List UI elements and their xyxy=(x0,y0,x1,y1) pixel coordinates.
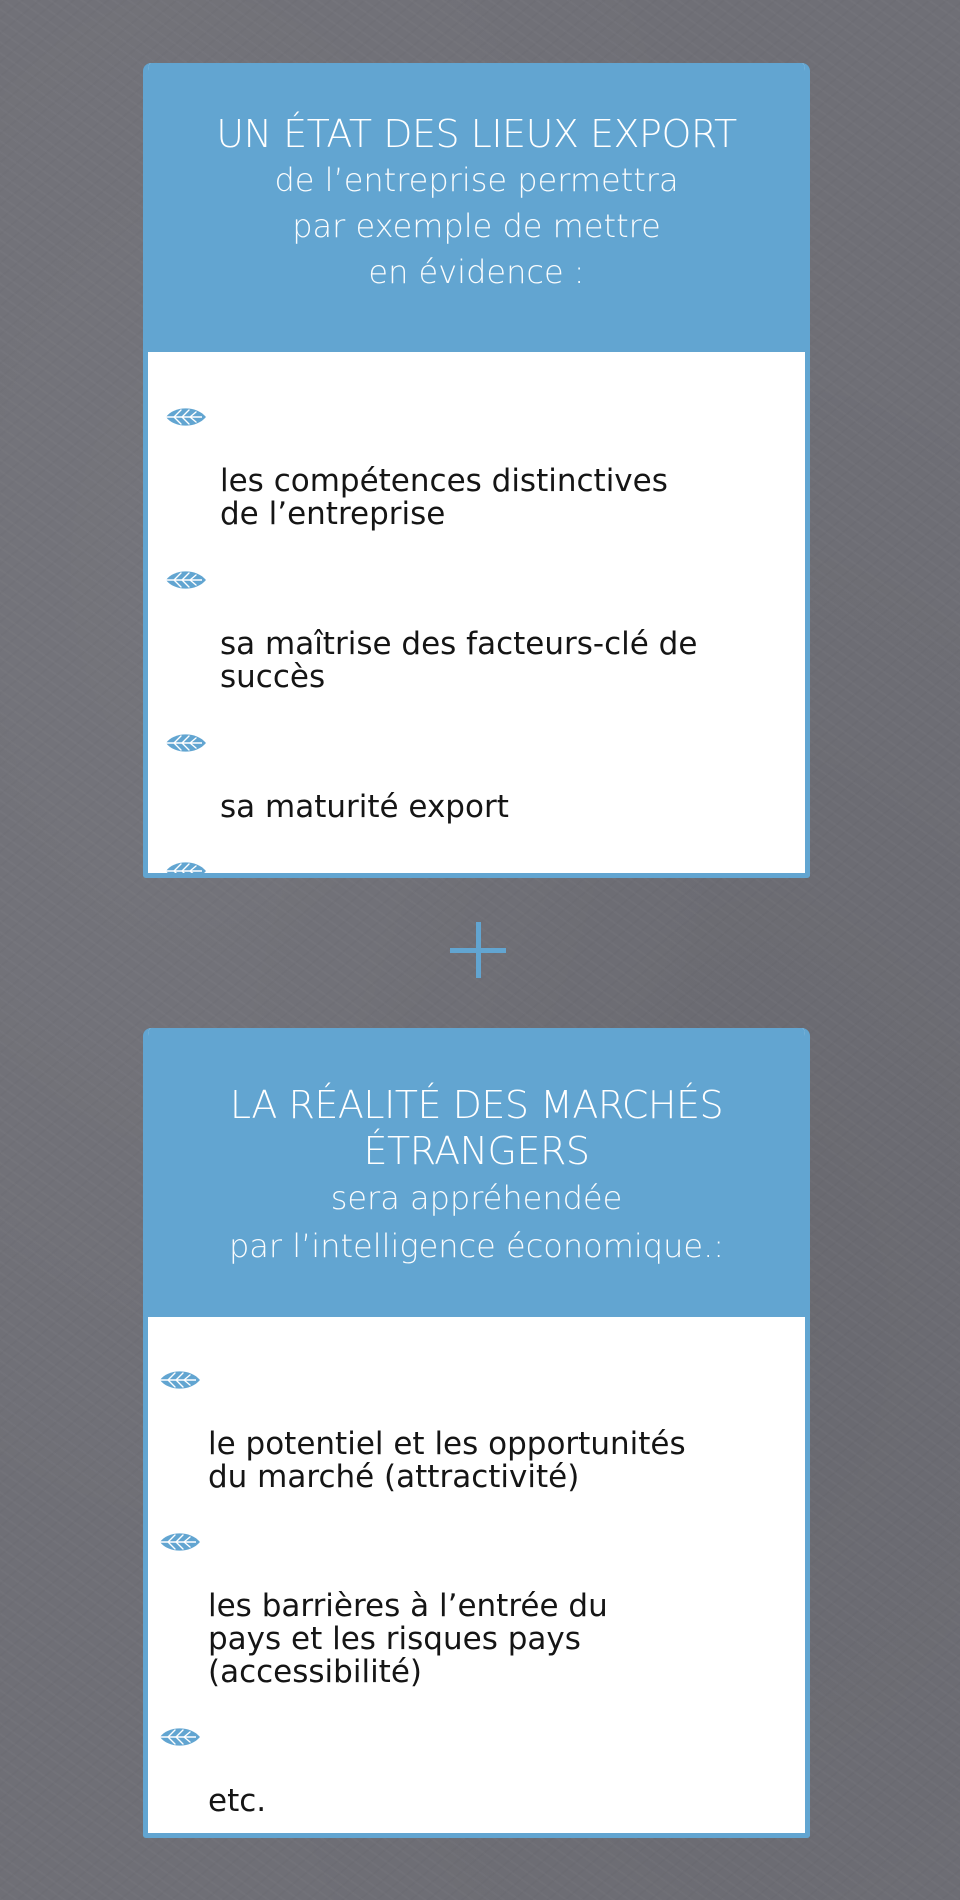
card-title: UN ÉTAT DES LIEUX EXPORT xyxy=(216,112,737,156)
list-item-text: sa maturité export xyxy=(220,789,509,825)
leaf-icon xyxy=(162,567,208,593)
list-item xyxy=(148,1719,805,1818)
leaf-icon xyxy=(162,858,208,878)
leaf-icon xyxy=(162,730,208,756)
list-item xyxy=(148,853,805,878)
leaf-icon xyxy=(156,1724,202,1750)
card-header xyxy=(143,1028,810,1317)
leaf-icon xyxy=(162,404,208,430)
list-item xyxy=(148,725,805,824)
list-item-text: sa maîtrise des facteurs-clé de succès xyxy=(220,626,698,695)
leaf-icon xyxy=(156,1367,202,1393)
list-item xyxy=(148,1524,805,1689)
leaf-icon xyxy=(156,1529,202,1555)
list-item-text: le potentiel et les opportunités du marché (attractivité) xyxy=(208,1426,686,1495)
plus-icon xyxy=(450,922,506,978)
card-header xyxy=(143,63,810,352)
export-assessment-card xyxy=(143,63,810,878)
list-item xyxy=(148,399,805,531)
card-title: LA RÉALITÉ DES MARCHÉS ÉTRANGERS xyxy=(229,1083,724,1173)
card-subtitle: de l’entreprise permettra par exemple de mettre en évidence : xyxy=(274,161,679,291)
list-item-text: les barrières à l’entrée du pays et les risques pays (accessibilité) xyxy=(208,1588,608,1690)
list-item xyxy=(148,562,805,694)
foreign-markets-card xyxy=(143,1028,810,1838)
list-item xyxy=(148,1362,805,1494)
list-item-text: les compétences distinctives de l’entreprise xyxy=(220,463,668,532)
bullet-list xyxy=(148,352,805,878)
card-subtitle: sera appréhendée par l’intelligence économique.: xyxy=(228,1179,725,1265)
bullet-list xyxy=(148,1317,805,1818)
list-item-text: etc. xyxy=(208,1783,267,1819)
